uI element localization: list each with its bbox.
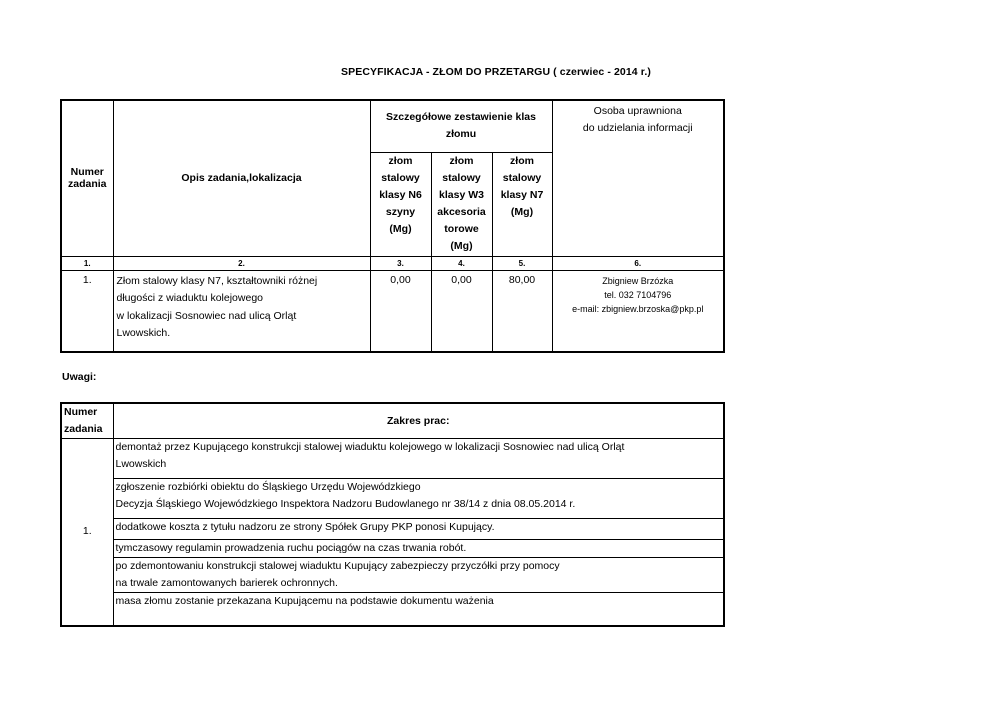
column-number: 5. [492,256,552,270]
header-class-n6: złom stalowy klasy N6 szyny (Mg) [370,152,431,256]
works-task-number: 1. [61,439,113,626]
column-number: 1. [61,256,113,270]
works-header-numer: Numer zadania [61,403,113,439]
works-header-title: Zakres prac: [113,403,724,439]
column-number: 2. [113,256,370,270]
column-number: 4. [431,256,492,270]
column-number: 6. [552,256,724,270]
header-opis-zadania: Opis zadania,lokalizacja [113,100,370,256]
header-osoba-uprawniona: Osoba uprawniona do udzielania informacji [552,100,724,256]
header-class-w3: złom stalowy klasy W3 akcesoria torowe (Mg) [431,152,492,256]
works-table [60,402,725,627]
row-description: Złom stalowy klasy N7, kształtowniki różnej długości z wiaduktu kolejowego w lokalizacji Sosnowiec nad ulicą Orląt Lwowskich. [113,270,370,352]
specification-table [60,99,725,353]
works-item: masa złomu zostanie przekazana Kupującemu na podstawie dokumentu ważenia [113,593,724,626]
row-value-w3: 0,00 [431,270,492,352]
header-class-n7: złom stalowy klasy N7 (Mg) [492,152,552,256]
works-item: tymczasowy regulamin prowadzenia ruchu pociągów na czas trwania robót. [113,540,724,558]
works-item: demontaż przez Kupującego konstrukcji stalowej wiaduktu kolejowego w lokalizacji Sosnowiec nad ulicą Orląt Lwowskich [113,439,724,479]
row-task-number: 1. [61,270,113,352]
works-item: zgłoszenie rozbiórki obiektu do Śląskiego Urzędu Wojewódzkiego Decyzja Śląskiego Wojewódzkiego Inspektora Nadzoru Budowlanego nr 38/14 z dnia 08.05.2014 r. [113,479,724,519]
uwagi-label: Uwagi: [62,371,97,383]
document-title: SPECYFIKACJA - ZŁOM DO PRZETARGU ( czerwiec - 2014 r.) [341,66,651,78]
row-contact: Zbigniew Brzózka tel. 032 7104796 e-mail: zbigniew.brzoska@pkp.pl [552,270,724,352]
row-value-n7: 80,00 [492,270,552,352]
column-number-row [61,256,724,270]
header-numer-zadania: Numer zadania [61,100,113,256]
column-number: 3. [370,256,431,270]
header-zestawienie-klas: Szczegółowe zestawienie klas złomu [370,100,552,152]
row-value-n6: 0,00 [370,270,431,352]
works-item: po zdemontowaniu konstrukcji stalowej wiaduktu Kupujący zabezpieczy przyczółki przy pomocy na trwale zamontowanych barierek ochronnych. [113,558,724,593]
table-row [61,270,724,352]
works-item: dodatkowe koszta z tytułu nadzoru ze strony Spółek Grupy PKP ponosi Kupujący. [113,519,724,540]
